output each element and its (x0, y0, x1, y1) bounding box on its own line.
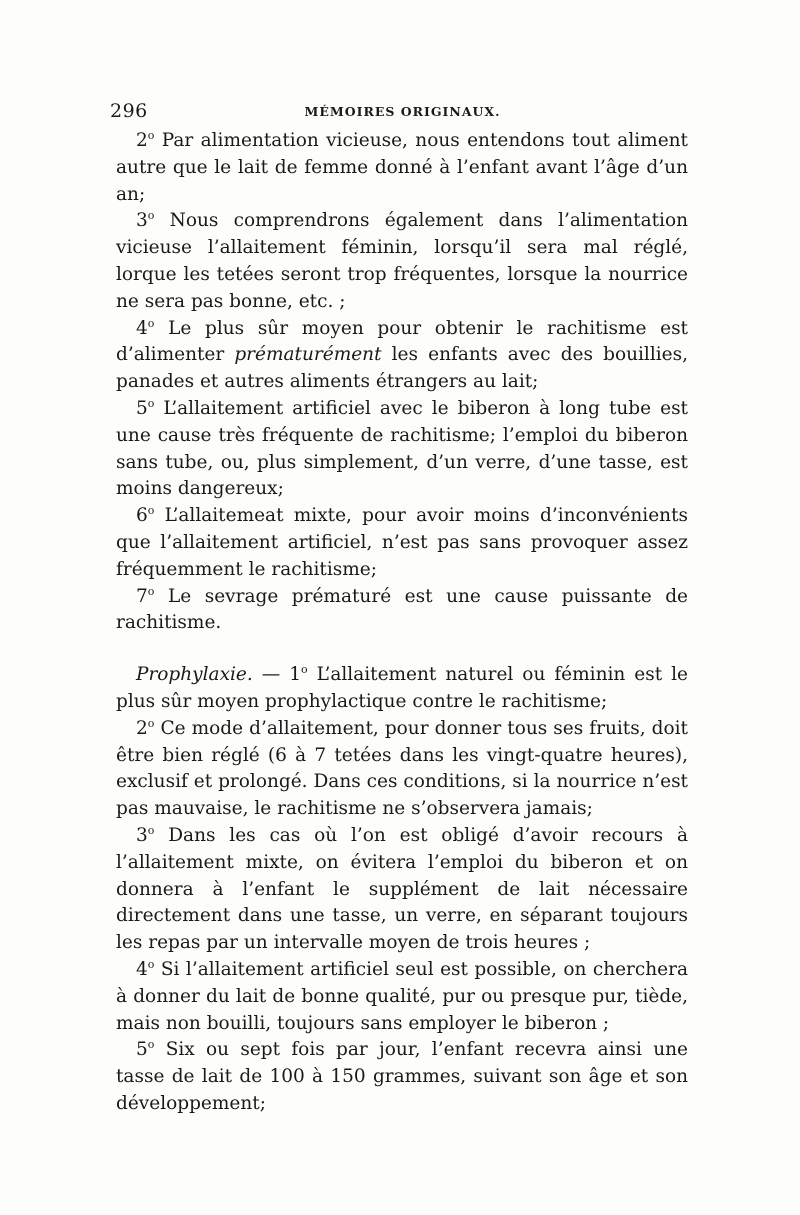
ordinal-mark: o (147, 584, 155, 598)
paragraph-text: L’allaitemeat mixte, pour avoir moins d’inconvénients que l’allaitement artificiel, n’est pas sans provoquer assez fréquemment le rachitisme; (116, 505, 688, 580)
ordinal-mark: o (147, 504, 155, 517)
prophylaxie-paragraph-5 (116, 1037, 688, 1117)
ordinal-mark: o (301, 662, 308, 676)
ordinal-mark: o (147, 396, 155, 410)
paragraph-3 (116, 208, 688, 315)
ordinal-mark: o (147, 716, 155, 730)
item-number: 2 (136, 130, 148, 151)
paragraph-7 (116, 584, 688, 638)
item-number: 3 (136, 210, 148, 232)
item-number: 6 (136, 505, 148, 527)
paragraph-text: L’allaitement artificiel avec le biberon à long tube est une cause très fréquente de rachitisme; l’emploi du biberon sans tube, ou, plus simplement, d’un verre, d’une tasse, est moins dangereux; (116, 397, 688, 500)
item-number: 4 (136, 317, 148, 339)
ordinal-mark: o (147, 957, 155, 971)
paragraph-text: Dans les cas où l’on est obligé d’avoir recours à l’allaitement mixte, on évitera l’emploi du biberon et on donnera à l’enfant le supplément de lait nécessaire directement dans une tasse, un verre, en séparant toujours les repas par un intervalle moyen de trois heures ; (116, 824, 688, 954)
page-number: 296 (110, 100, 148, 122)
ordinal-mark: o (147, 823, 155, 837)
prophylaxie-paragraph (116, 662, 688, 716)
paragraph-6 (116, 503, 688, 583)
item-number: 5 (136, 397, 148, 419)
paragraph-text: Le plus sûr moyen pour obtenir le rachitisme est d’alimenter (116, 317, 688, 366)
item-number: 7 (136, 585, 148, 607)
running-head: MÉMOIRES ORIGINAUX. (304, 104, 501, 119)
prophylaxie-paragraph-4 (116, 957, 688, 1037)
item-number: 2 (136, 717, 148, 739)
item-number: 4 (136, 958, 148, 980)
paragraph-text: Nous comprendrons également dans l’alimentation vicieuse l’allaitement féminin, lorsqu’il sera mal réglé, lorque les tetées seront trop fréquentes, lorsque la nourrice ne sera pas bonne, etc. ; (116, 210, 688, 312)
paragraph-text: les enfants avec des bouillies, panades et autres aliments étrangers au lait; (116, 344, 688, 393)
ordinal-mark: o (147, 209, 155, 223)
section-lead: Prophylaxie. (136, 664, 253, 686)
prophylaxie-paragraph-2 (116, 716, 688, 823)
em-dash: — (252, 664, 290, 686)
ordinal-mark: o (147, 316, 155, 330)
paragraph-text: L’allaitement naturel ou féminin est le plus sûr moyen prophylactique contre le rachitisme; (116, 664, 689, 712)
emphasis-text: prématurément (234, 344, 382, 366)
paragraph-4 (116, 316, 688, 396)
item-number: 1 (289, 664, 301, 686)
paragraph-text: Si l’allaitement artificiel seul est possible, on cherchera à donner du lait de bonne qualité, pur ou presque pur, tiède, mais non bouilli, toujours sans employer le biberon ; (116, 958, 688, 1034)
paragraph-text: Le sevrage prématuré est une cause puissante de rachitisme. (116, 585, 688, 634)
ordinal-mark: o (147, 128, 155, 142)
paragraph-text: Six ou sept fois par jour, l’enfant recevra ainsi une tasse de lait de 100 à 150 grammes, suivant son âge et son développement; (116, 1039, 688, 1114)
item-number: 5 (136, 1039, 148, 1061)
paragraph-text: Par alimentation vicieuse, nous entendons tout aliment autre que le lait de femme donné à l’enfant avant l’âge d’un an; (116, 130, 688, 205)
paragraph-2 (116, 128, 688, 208)
paragraph-text: Ce mode d’allaitement, pour donner tous ses fruits, doit être bien réglé (6 à 7 tetées dans les vingt-quatre heures), exclusif et prolongé. Dans ces conditions, si la nourrice n’est pas mauvaise, le rachitisme ne s’observera jamais; (116, 717, 688, 820)
body-text (116, 128, 688, 1118)
paragraph-5 (116, 396, 688, 503)
item-number: 3 (136, 824, 148, 846)
prophylaxie-paragraph-3 (116, 823, 688, 957)
page-header (110, 100, 695, 122)
ordinal-mark: o (147, 1038, 155, 1052)
